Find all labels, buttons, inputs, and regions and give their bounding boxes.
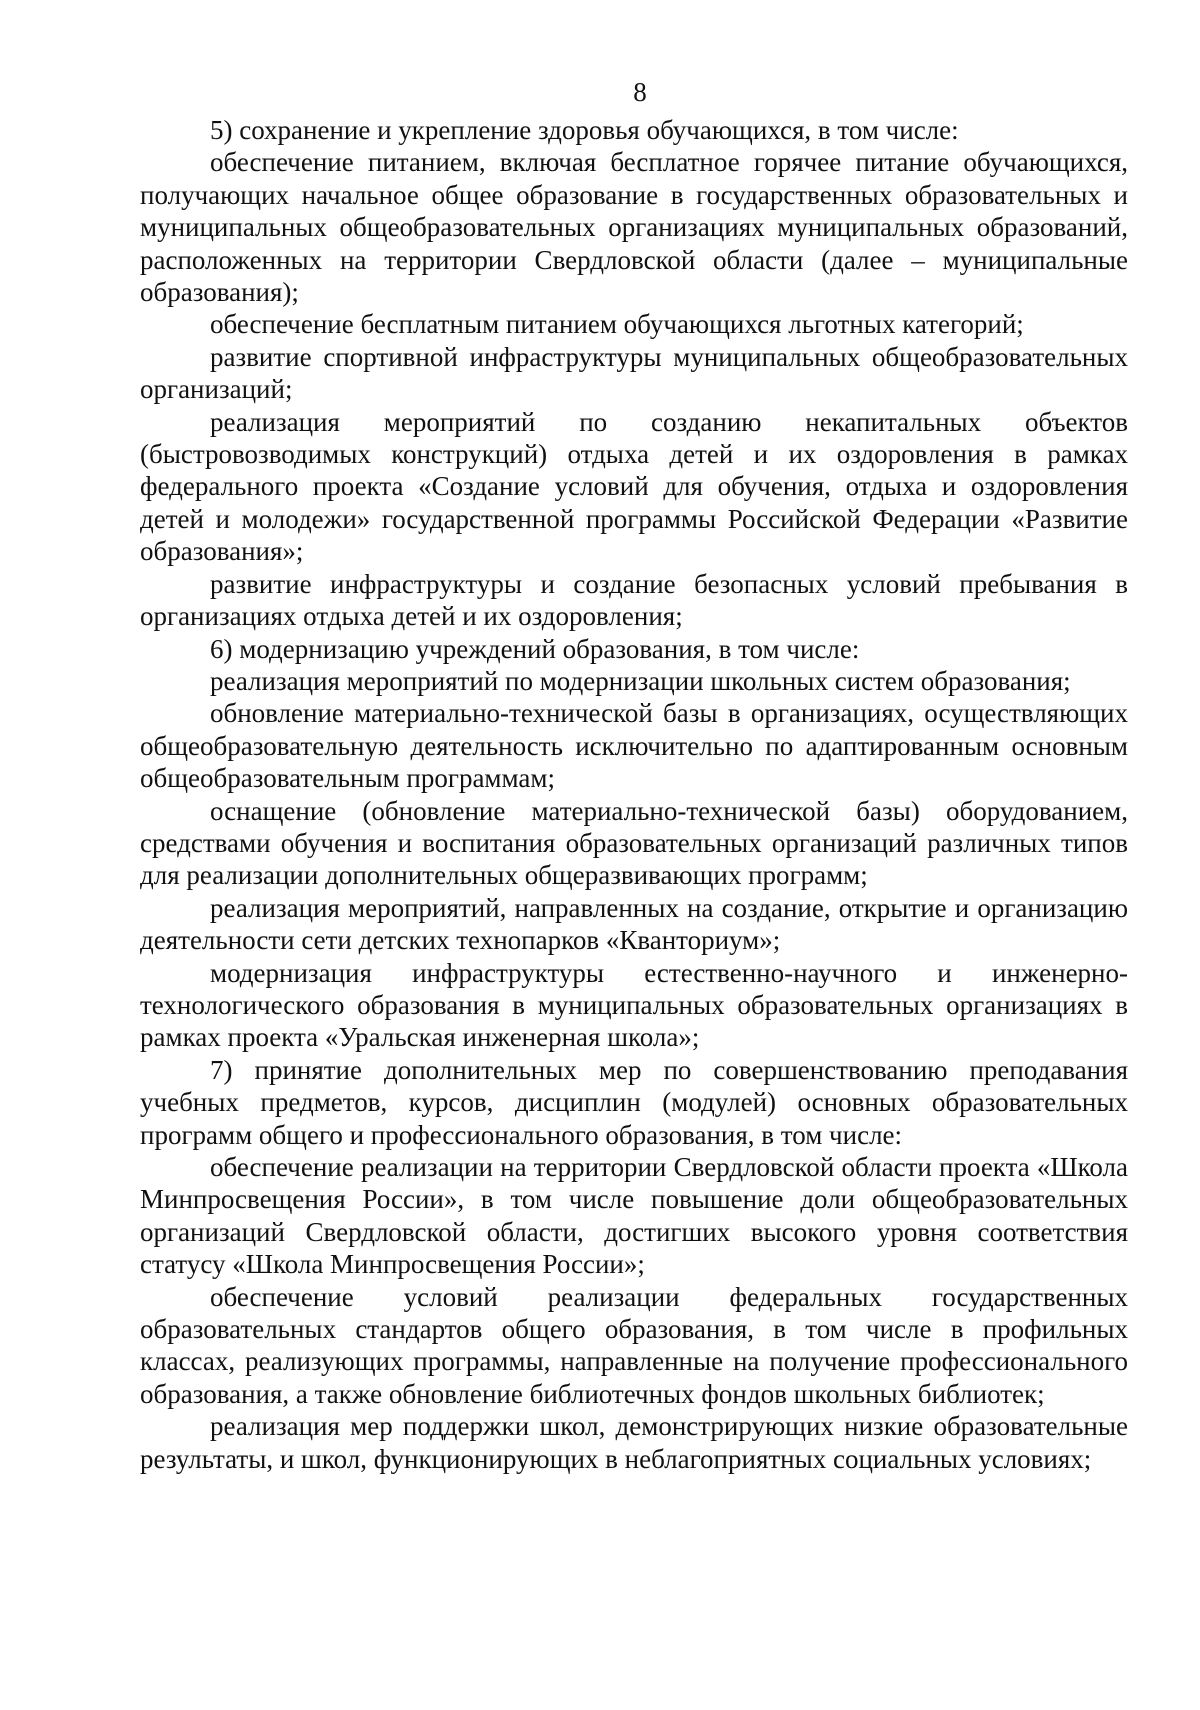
paragraph: обеспечение бесплатным питанием обучающихся льготных категорий; xyxy=(210,309,1024,340)
paragraph: реализация мероприятий, направленных на создание, открытие и организацию деятельности сети детских технопарков «Кванториум»; xyxy=(140,892,1128,956)
paragraph: развитие инфраструктуры и создание безопасных условий пребывания в организациях отдыха детей и их оздоровления; xyxy=(140,568,1128,632)
paragraph: обеспечение условий реализации федеральных государственных образовательных стандартов общего образования, в том числе в профильных классах, реализующих программы, направленные на получение профессионального образования, а также обновление библиотечных фондов школьных библиотек; xyxy=(140,1281,1128,1409)
paragraph: реализация мероприятий по созданию некапитальных объектов (быстровозводимых конструкций) отдыха детей и их оздоровления в рамках федерального проекта «Создание условий для обучения, отдыха и оздоровления детей и молодежи» государственной программы Российской Федерации «Развитие образования»; xyxy=(140,406,1128,567)
paragraph: 5) сохранение и укрепление здоровья обучающихся, в том числе: xyxy=(210,115,959,145)
paragraph: 7) принятие дополнительных мер по совершенствованию преподавания учебных предметов, курсов, дисциплин (модулей) основных образовательных программ общего и профессионального образования, в том числе: xyxy=(140,1054,1128,1150)
paragraph: 6) модернизацию учреждений образования, в том числе: xyxy=(210,633,860,664)
paragraph: модернизация инфраструктуры естественно-научного и инженерно-технологического образования в муниципальных образовательных организациях в рамках проекта «Уральская инженерная школа»; xyxy=(140,957,1128,1053)
paragraph: обеспечение питанием, включая бесплатное горячее питание обучающихся, получающих начальное общее образование в государственных образовательных и муниципальных общеобразовательных организациях муниципальных образований, расположенных на территории Свердловской области (далее – муниципальные образования); xyxy=(140,147,1128,308)
paragraph: реализация мероприятий по модернизации школьных систем образования; xyxy=(210,665,1071,696)
paragraph: обеспечение реализации на территории Свердловской области проекта «Школа Минпросвещения России», в том числе повышение доли общеобразовательных организаций Свердловской области, достигших высокого уровня соответствия статусу «Школа Минпросвещения России»; xyxy=(140,1152,1128,1280)
paragraph: реализация мер поддержки школ, демонстрирующих низкие образовательные результаты, и школ, функционирующих в неблагоприятных социальных условиях; xyxy=(140,1411,1128,1474)
paragraph: развитие спортивной инфраструктуры муниципальных общеобразовательных организаций; xyxy=(140,341,1128,405)
paragraph: оснащение (обновление материально-технической базы) оборудованием, средствами обучения и воспитания образовательных организаций различных типов для реализации дополнительных общеразвивающих программ; xyxy=(140,795,1128,891)
document-body xyxy=(140,114,1128,1475)
page-number: 8 xyxy=(633,77,647,107)
paragraph: обновление материально-технической базы в организациях, осуществляющих общеобразовательную деятельность исключительно по адаптированным основным общеобразовательным программам; xyxy=(140,698,1128,794)
